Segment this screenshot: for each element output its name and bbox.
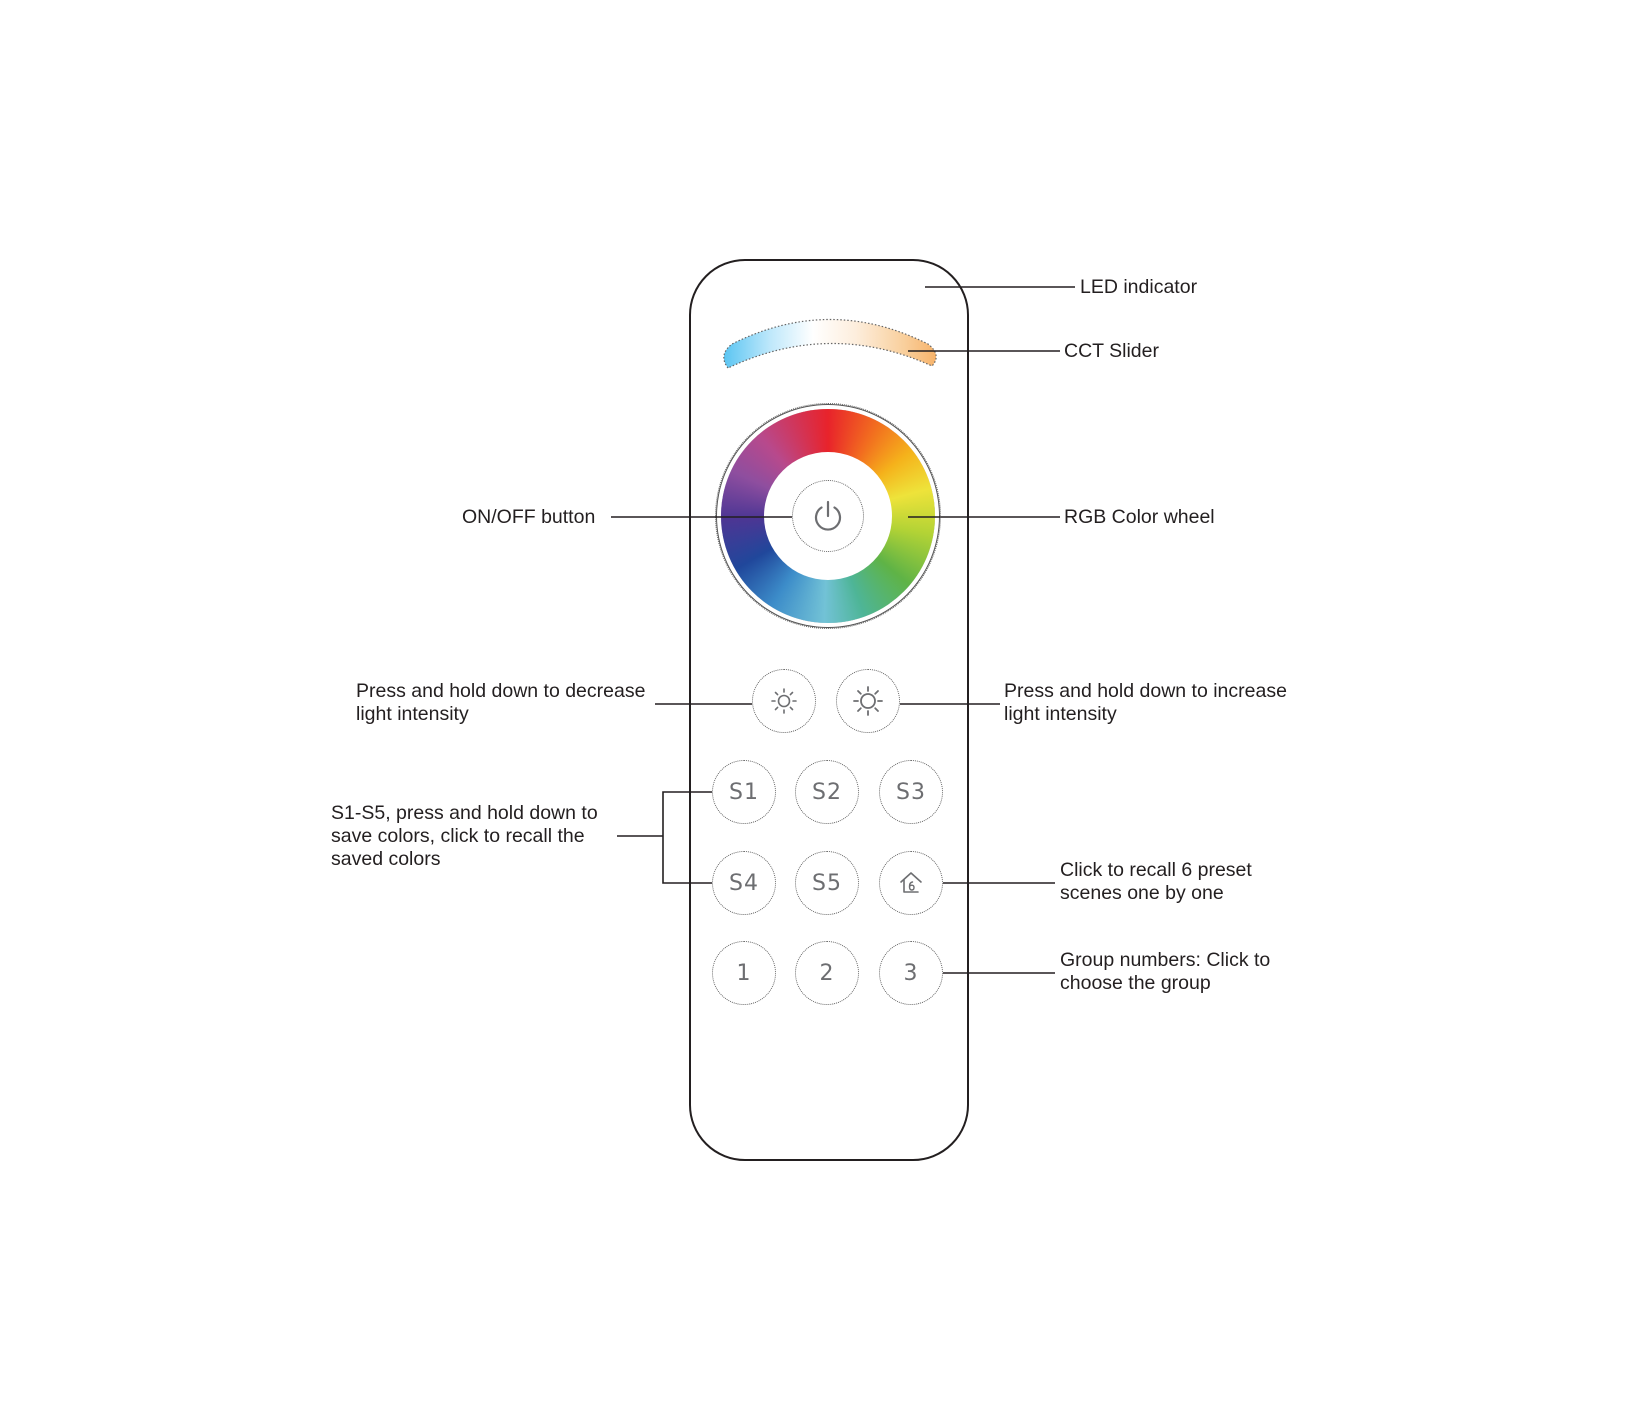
preset-label-line2: scenes one by one (1060, 882, 1224, 904)
group-button-2[interactable]: 2 (795, 941, 859, 1005)
scene-button-s3[interactable]: S3 (879, 760, 943, 824)
on-off-label: ON/OFF button (462, 506, 596, 528)
decrease-label-line1: Press and hold down to decrease (356, 680, 646, 702)
decrease-label (356, 680, 645, 726)
remote-body (689, 259, 969, 1161)
sun-small-icon (769, 686, 799, 716)
scene-button-s5[interactable]: S5 (795, 851, 859, 915)
power-icon (811, 499, 845, 533)
preset-label (1060, 859, 1252, 905)
cct-slider[interactable] (710, 300, 950, 390)
brightness-up-button[interactable] (836, 669, 900, 733)
scene-button-s4[interactable]: S4 (712, 851, 776, 915)
scenes-label (331, 802, 598, 871)
scene-button-s2[interactable]: S2 (795, 760, 859, 824)
group-label-line1: Group numbers: Click to (1060, 949, 1271, 971)
scene-button-s1[interactable]: S1 (712, 760, 776, 824)
scenes-label-line2: save colors, click to recall the (331, 825, 585, 847)
sun-large-icon (852, 685, 884, 717)
group-label-line2: choose the group (1060, 972, 1211, 994)
brightness-down-button[interactable] (752, 669, 816, 733)
preset-scene-button[interactable] (879, 851, 943, 915)
scenes-label-line3: saved colors (331, 848, 441, 870)
on-off-button[interactable] (792, 480, 864, 552)
cct-slider-label: CCT Slider (1064, 340, 1159, 362)
group-button-3[interactable]: 3 (879, 941, 943, 1005)
house-6-icon (897, 869, 925, 897)
increase-label (1004, 680, 1287, 726)
preset-label-line1: Click to recall 6 preset (1060, 859, 1252, 881)
increase-label-line2: light intensity (1004, 703, 1117, 725)
scenes-label-line1: S1-S5, press and hold down to (331, 802, 598, 824)
group-button-1[interactable]: 1 (712, 941, 776, 1005)
group-label (1060, 949, 1270, 995)
increase-label-line1: Press and hold down to increase (1004, 680, 1287, 702)
led-indicator-label: LED indicator (1080, 276, 1198, 298)
decrease-label-line2: light intensity (356, 703, 469, 725)
rgb-wheel-label: RGB Color wheel (1064, 506, 1215, 528)
